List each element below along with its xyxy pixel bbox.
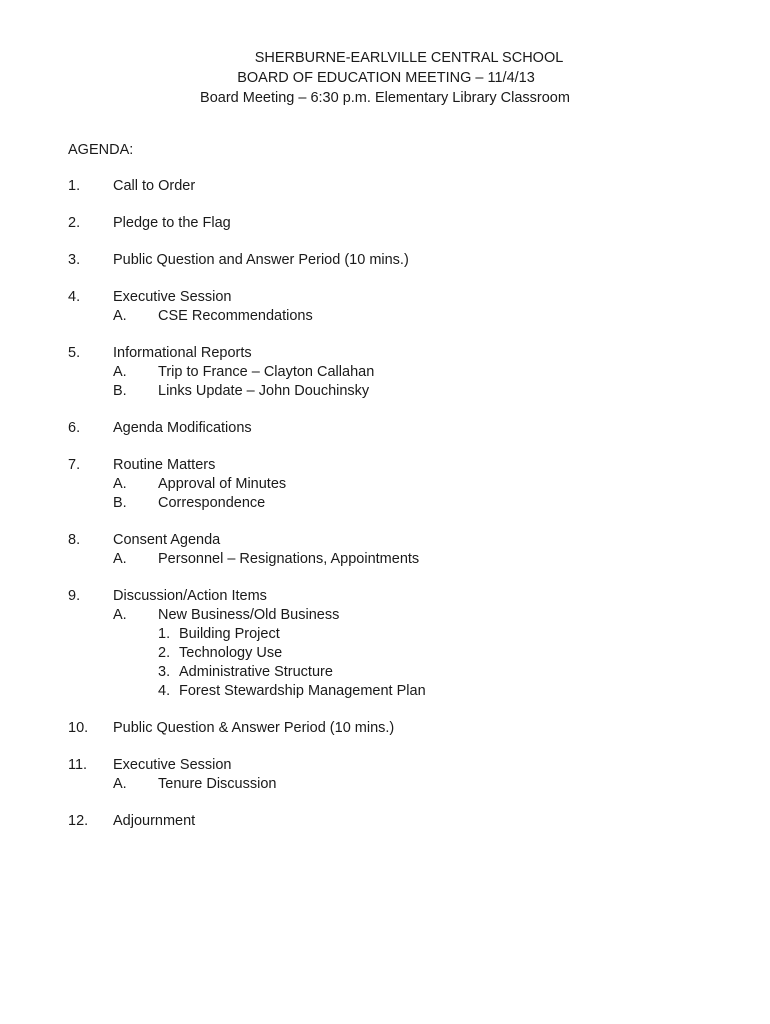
agenda-subitem — [68, 475, 748, 494]
agenda-subitem-letter: B. — [113, 495, 127, 511]
agenda-subsubitem-number: 3. — [158, 664, 171, 680]
agenda-item — [68, 214, 748, 233]
agenda-item — [68, 587, 748, 701]
agenda-list — [68, 177, 748, 849]
agenda-item-row — [68, 456, 748, 475]
school-name: SHERBURNE-EARLVILLE CENTRAL SCHOOL — [254, 50, 564, 66]
agenda-item-title: Executive Session — [113, 757, 232, 773]
agenda-subsubitem — [68, 663, 748, 682]
agenda-item-number: 12. — [68, 813, 89, 829]
agenda-item-number: 3. — [68, 252, 81, 268]
meeting-title: BOARD OF EDUCATION MEETING – 11/4/13 — [237, 70, 535, 86]
agenda-item — [68, 288, 748, 326]
agenda-subitem — [68, 494, 748, 513]
agenda-subitem-text: Links Update – John Douchinsky — [158, 383, 370, 399]
agenda-subsubitem-text: Administrative Structure — [179, 664, 333, 680]
agenda-item-title: Agenda Modifications — [113, 420, 252, 436]
agenda-subitem-letter: A. — [113, 364, 127, 380]
agenda-item-number: 6. — [68, 420, 81, 436]
agenda-subsubitem-number: 1. — [158, 626, 171, 642]
agenda-item — [68, 419, 748, 438]
agenda-subitem-text: CSE Recommendations — [158, 308, 313, 324]
agenda-item-row — [68, 719, 748, 738]
agenda-item-title: Call to Order — [113, 178, 196, 194]
agenda-item — [68, 177, 748, 196]
agenda-item-number: 9. — [68, 588, 81, 604]
agenda-item-title: Routine Matters — [113, 457, 216, 473]
agenda-subitem-text: Personnel – Resignations, Appointments — [158, 551, 420, 567]
agenda-item-row — [68, 177, 748, 196]
agenda-item-row — [68, 756, 748, 775]
agenda-item-title: Discussion/Action Items — [113, 588, 267, 604]
agenda-subitem — [68, 363, 748, 382]
agenda-subitem-letter: A. — [113, 607, 127, 623]
meeting-details: Board Meeting – 6:30 p.m. Elementary Library Classroom — [200, 90, 570, 106]
agenda-subitem-text: Correspondence — [158, 495, 266, 511]
agenda-item — [68, 344, 748, 401]
agenda-item — [68, 812, 748, 831]
agenda-item-number: 5. — [68, 345, 81, 361]
agenda-item — [68, 251, 748, 270]
agenda-item-number: 2. — [68, 215, 81, 231]
agenda-item-title: Public Question & Answer Period (10 mins.) — [113, 720, 395, 736]
agenda-item-row — [68, 214, 748, 233]
agenda-subitem-text: New Business/Old Business — [158, 607, 340, 623]
agenda-subsubitem — [68, 644, 748, 663]
agenda-item-row — [68, 531, 748, 550]
agenda-subitem — [68, 550, 748, 569]
document-header — [0, 48, 770, 108]
agenda-subsubitem-text: Building Project — [179, 626, 280, 642]
agenda-item-number: 7. — [68, 457, 81, 473]
agenda-subitem-letter: A. — [113, 551, 127, 567]
agenda-item-title: Public Question and Answer Period (10 mins.) — [113, 252, 409, 268]
agenda-subsubitem — [68, 682, 748, 701]
agenda-subsubitem-text: Technology Use — [179, 645, 283, 661]
agenda-item-row — [68, 812, 748, 831]
agenda-item-title: Pledge to the Flag — [113, 215, 231, 231]
agenda-subitem — [68, 307, 748, 326]
agenda-item — [68, 456, 748, 513]
agenda-subitem — [68, 775, 748, 794]
agenda-subsubitem-text: Forest Stewardship Management Plan — [179, 683, 426, 699]
agenda-subitem-letter: A. — [113, 776, 127, 792]
agenda-item-row — [68, 419, 748, 438]
agenda-item-row — [68, 587, 748, 606]
agenda-item-number: 11. — [68, 757, 88, 773]
agenda-item-number: 4. — [68, 289, 81, 305]
agenda-subitem-letter: B. — [113, 383, 127, 399]
agenda-item-title: Executive Session — [113, 289, 232, 305]
agenda-item-row — [68, 251, 748, 270]
agenda-subitem — [68, 382, 748, 401]
agenda-subsubitem-number: 2. — [158, 645, 171, 661]
agenda-heading: AGENDA: — [68, 142, 134, 158]
agenda-item-row — [68, 288, 748, 307]
agenda-subitem-letter: A. — [113, 308, 127, 324]
agenda-item-title: Informational Reports — [113, 345, 252, 361]
agenda-item-number: 10. — [68, 720, 89, 736]
agenda-item — [68, 756, 748, 794]
agenda-subsubitem — [68, 625, 748, 644]
agenda-item-number: 1. — [68, 178, 81, 194]
agenda-item-title: Consent Agenda — [113, 532, 221, 548]
agenda-subitem-letter: A. — [113, 476, 127, 492]
agenda-item — [68, 719, 748, 738]
agenda-subitem-text: Trip to France – Clayton Callahan — [158, 364, 375, 380]
agenda-subsubitem-number: 4. — [158, 683, 171, 699]
agenda-item-row — [68, 344, 748, 363]
agenda-subitem-text: Approval of Minutes — [158, 476, 287, 492]
agenda-item-title: Adjournment — [113, 813, 196, 829]
agenda-item — [68, 531, 748, 569]
agenda-subitem-text: Tenure Discussion — [158, 776, 277, 792]
agenda-subitem — [68, 606, 748, 625]
agenda-item-number: 8. — [68, 532, 81, 548]
